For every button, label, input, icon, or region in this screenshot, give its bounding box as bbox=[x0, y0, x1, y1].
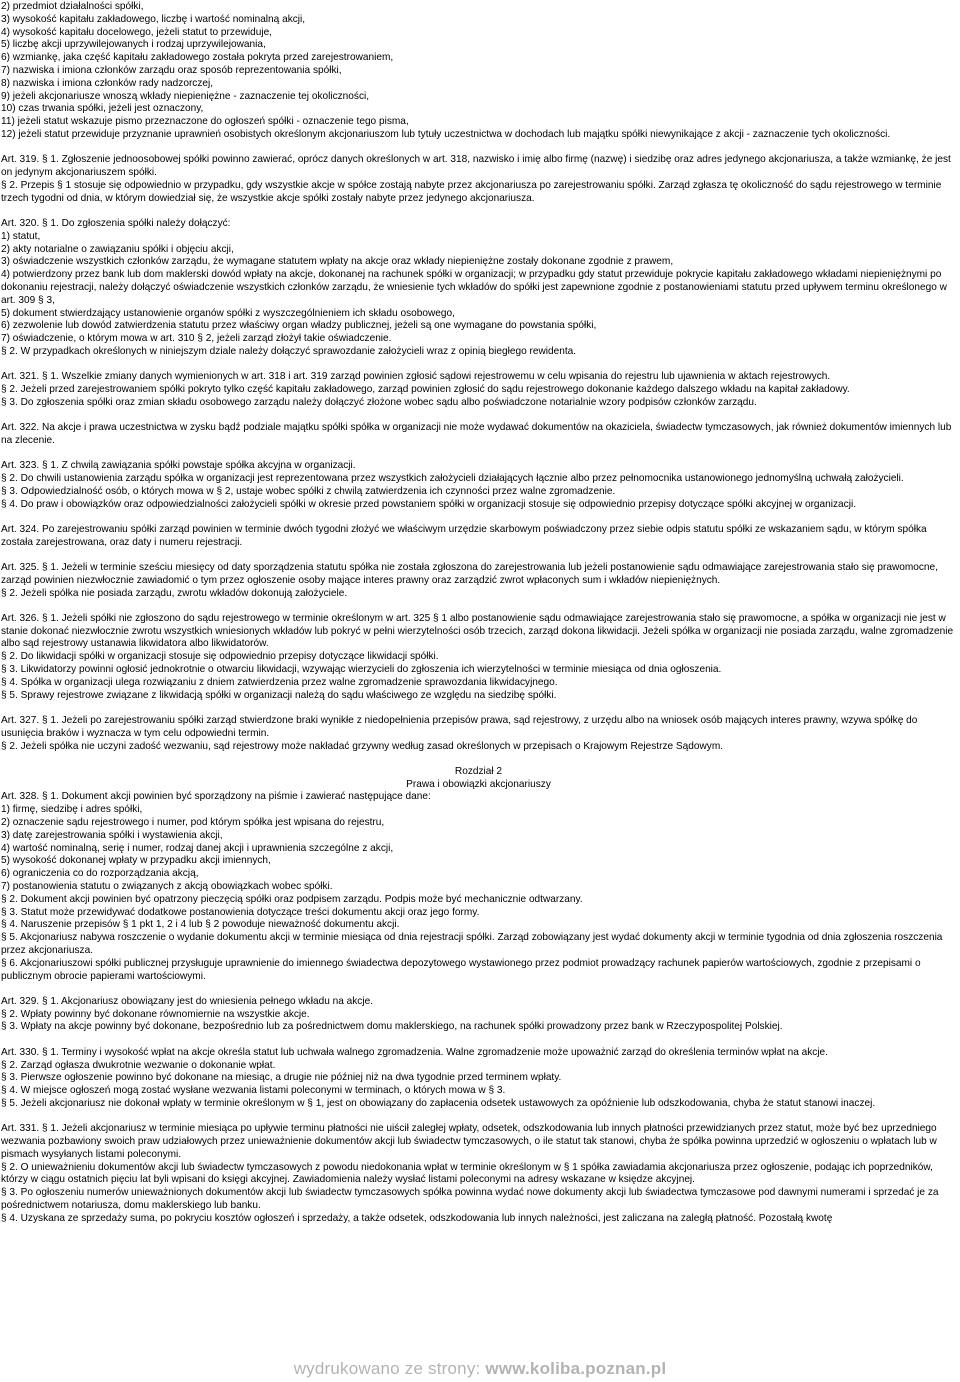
paragraph: 12) jeżeli statut przewiduje przyznanie uprawnień osobistych określonym akcjonariuszom lub tytuły uczestnictwa w dochodach lub majątku spółki niewynikające z akcji - zaznaczenie tych okoliczności. bbox=[1, 128, 891, 140]
paragraph: 3) datę zarejestrowania spółki i wystawienia akcji, bbox=[1, 829, 223, 841]
chapter-heading bbox=[1, 766, 956, 792]
paragraph: § 4. W miejsce ogłoszeń mogą zostać wysłane wezwania listami poleconymi w terminach, o których mowa w § 3. bbox=[1, 1085, 506, 1097]
paragraph: § 2. O unieważnieniu dokumentów akcji lub świadectw tymczasowych z powodu niedokonania wpłat w terminie określonym w § 1 spółka zawiadamia akcjonariusza przez ogłoszenie, podając ich poprzedników, którzy w ciągu ostatnich pięciu lat byli wpisani do księgi akcyjnej. Zawiadomienia należy wysłać listami poleconymi na adresy wskazane w księdze akcyjnej. bbox=[1, 1161, 933, 1186]
paragraph: § 4. Uzyskana ze sprzedaży suma, po pokryciu kosztów ogłoszeń i sprzedaży, a także odsetek, odszkodowania lub innych należności, jest zaliczana na zaległą płatność. Pozostałą kwotę bbox=[1, 1212, 833, 1224]
paragraph: 1) firmę, siedzibę i adres spółki, bbox=[1, 804, 143, 816]
print-source-footer bbox=[0, 1359, 960, 1379]
paragraph: § 2. Do likwidacji spółki w organizacji stosuje się odpowiednio przepisy dotyczące likwidacji spółki. bbox=[1, 651, 439, 663]
paragraph: § 3. Po ogłoszeniu numerów unieważnionych dokumentów akcji lub świadectw tymczasowych spółka powinna wydać nowe dokumenty akcji lub świadectwa tymczasowe pod dawnymi numerami i sprzedać je za pośrednictwem notariusza, domu maklerskiego lub banku. bbox=[1, 1187, 939, 1212]
paragraph: § 4. Naruszenie przepisów § 1 pkt 1, 2 i 4 lub § 2 powoduje nieważność dokumentu akcji. bbox=[1, 919, 400, 931]
paragraph: 7) nazwiska i imiona członków zarządu oraz sposób reprezentowania spółki, bbox=[1, 64, 342, 76]
paragraph: 6) zezwolenie lub dowód zatwierdzenia statutu przez właściwy organ władzy publicznej, jeżeli są one wymagane do powstania spółki, bbox=[1, 320, 597, 332]
paragraph: Art. 331. § 1. Jeżeli akcjonariusz w terminie miesiąca po upływie terminu płatności nie uiścił zaległej wpłaty, odsetek, odszkodowania lub innych płatności przewidzianych przez statut, może być bez uprzedniego wezwania pozbawiony swoich praw udziałowych przez unieważnienie dokumentów akcji lub świadectw tymczasowych, o ile statut tak stanowi, chyba że spółka powinna uprzedzić w ogłoszeniu o wpłatach lub w pismach wysyłanych listami poleconymi. bbox=[1, 1123, 937, 1160]
paragraph: § 2. Dokument akcji powinien być opatrzony pieczęcią spółki oraz podpisem zarządu. Podpis może być mechanicznie odtwarzany. bbox=[1, 893, 583, 905]
article-block bbox=[1, 422, 956, 448]
document-body-part-1 bbox=[1, 1, 956, 753]
paragraph: § 3. Odpowiedzialność osób, o których mowa w § 2, ustaje wobec spółki z chwilą zatwierdzenia ich czynności przez walne zgromadzenie. bbox=[1, 485, 616, 497]
article-block bbox=[1, 613, 956, 703]
paragraph: Art. 319. § 1. Zgłoszenie jednoosobowej spółki powinno zawierać, oprócz danych określonych w art. 318, nazwisko i imię albo firmę (nazwę) i siedzibę oraz adres jedynego akcjonariusza, a także wzmiankę, że jest on jedynym akcjonariuszem spółki. bbox=[1, 154, 951, 179]
paragraph: 3) wysokość kapitału zakładowego, liczbę i wartość nominalną akcji, bbox=[1, 13, 306, 25]
paragraph: § 3. Pierwsze ogłoszenie powinno być dokonane na miesiąc, a drugie nie później niż na dwa tygodnie przed terminem wpłaty. bbox=[1, 1072, 562, 1084]
paragraph: 9) jeżeli akcjonariusze wnoszą wkłady niepieniężne - zaznaczenie tej okoliczności, bbox=[1, 90, 370, 102]
paragraph: 1) statut, bbox=[1, 230, 41, 242]
paragraph: Art. 324. Po zarejestrowaniu spółki zarząd powinien w terminie dwóch tygodni złożyć we właściwym urzędzie skarbowym poświadczony przez siebie odpis statutu spółki ze wskazaniem sądu, w którym spółka została zarejestrowana, oraz daty i numeru rejestracji. bbox=[1, 523, 927, 548]
article-block bbox=[1, 1047, 956, 1111]
paragraph: § 2. Do chwili ustanowienia zarządu spółka w organizacji jest reprezentowana przez wszystkich założycieli działających łącznie albo przez pełnomocnika ustanowionego jednomyślną uchwałą założycieli. bbox=[1, 473, 904, 484]
paragraph: § 2. Jeżeli przed zarejestrowaniem spółki pokryto tylko część kapitału zakładowego, zarząd powinien zgłosić do sądu rejestrowego dokonanie każdego dalszego wkładu na kapitał zakładowy. bbox=[1, 384, 850, 396]
article-block bbox=[1, 1, 956, 142]
paragraph: § 2. Jeżeli spółka nie uczyni zadość wezwaniu, sąd rejestrowy może nakładać grzywny według zasad określonych w przepisach o Krajowym Rejestrze Sądowym. bbox=[1, 740, 724, 752]
paragraph: 11) jeżeli statut wskazuje pismo przeznaczone do ogłoszeń spółki - oznaczenie tego pisma, bbox=[1, 116, 409, 128]
paragraph: 10) czas trwania spółki, jeżeli jest oznaczony, bbox=[1, 103, 204, 115]
paragraph: § 2. Przepis § 1 stosuje się odpowiednio w przypadku, gdy wszystkie akcje w spółce zostają nabyte przez akcjonariusza po zarejestrowaniu spółki. Zarząd zgłasza tę okoliczność do sądu rejestrowego w terminie trzech tygodni od dnia, w którym dowiedział się, że wszystkie akcje spółki zostały nabyte przez jedynego akcjonariusza. bbox=[1, 179, 942, 204]
paragraph: 2) oznaczenie sądu rejestrowego i numer, pod którym spółka jest wpisana do rejestru, bbox=[1, 817, 385, 829]
paragraph: Art. 330. § 1. Terminy i wysokość wpłat na akcje określa statut lub uchwała walnego zgromadzenia. Walne zgromadzenie może upoważnić zarząd do określenia terminów wpłat na akcje. bbox=[1, 1046, 828, 1058]
paragraph: Art. 327. § 1. Jeżeli po zarejestrowaniu spółki zarząd stwierdzone braki wynikłe z niedopełnienia przepisów prawa, sąd rejestrowy, z urzędu albo na wniosek osób mających interes prawny, wzywa spółkę do usunięcia braków i wyznacza w tym celu odpowiedni termin. bbox=[1, 714, 918, 739]
paragraph: 8) nazwiska i imiona członków rady nadzorczej, bbox=[1, 77, 214, 89]
paragraph: § 3. Statut może przewidywać dodatkowe postanowienia dotyczące treści dokumentu akcji oraz jego formy. bbox=[1, 906, 480, 918]
paragraph: 2) przedmiot działalności spółki, bbox=[1, 1, 144, 12]
paragraph: Art. 320. § 1. Do zgłoszenia spółki należy dołączyć: bbox=[1, 217, 231, 229]
paragraph: 6) wzmiankę, jaka część kapitału zakładowego została pokryta przed zarejestrowaniem, bbox=[1, 52, 394, 64]
paragraph: 5) wysokość dokonanej wpłaty w przypadku akcji imiennych, bbox=[1, 855, 271, 867]
paragraph: § 2. W przypadkach określonych w niniejszym dziale należy dołączyć sprawozdanie założycieli wraz z opinią biegłego rewidenta. bbox=[1, 345, 577, 357]
paragraph: 3) oświadczenie wszystkich członków zarządu, że wymagane statutem wpłaty na akcje oraz wkłady niepieniężne zostały dokonane zgodnie z prawem, bbox=[1, 256, 674, 268]
article-block bbox=[1, 996, 956, 1034]
paragraph: 4) wysokość kapitału docelowego, jeżeli statut to przewiduje, bbox=[1, 26, 272, 38]
footer-prefix: wydrukowano ze strony: bbox=[293, 1359, 486, 1378]
paragraph: 4) potwierdzony przez bank lub dom maklerski dowód wpłaty na akcje, dokonanej na rachunek spółki w organizacji; w przypadku gdy statut przewiduje pokrycie kapitału zakładowego wkładami niepieniężnymi po dokonaniu rejestracji, należy dołączyć oświadczenie wszystkich członków zarządu, że wniesienie tych wkładów do spółki jest zapewnione zgodnie z postanowieniami statutu przed upływem terminu określonego w art. 309 § 3, bbox=[1, 269, 947, 306]
paragraph: § 5. Sprawy rejestrowe związane z likwidacją spółki w organizacji należą do sądu właściwego ze względu na siedzibę spółki. bbox=[1, 689, 557, 701]
chapter-number: Rozdział 2 bbox=[454, 765, 503, 777]
article-block bbox=[1, 562, 956, 600]
paragraph: Art. 323. § 1. Z chwilą zawiązania spółki powstaje spółka akcyjna w organizacji. bbox=[1, 460, 356, 472]
paragraph: 4) wartość nominalną, serię i numer, rodzaj danej akcji i uprawnienia szczególne z akcji, bbox=[1, 842, 394, 854]
article-block bbox=[1, 791, 956, 983]
footer-site[interactable]: www.koliba.poznan.pl bbox=[485, 1359, 667, 1378]
paragraph: 2) akty notarialne o zawiązaniu spółki i objęciu akcji, bbox=[1, 243, 234, 255]
paragraph: § 5. Akcjonariusz nabywa roszczenie o wydanie dokumentu akcji w terminie miesiąca od dnia rejestracji spółki. Zarząd zobowiązany jest wydać dokumenty akcji w terminie tygodnia od dnia zgłoszenia roszczenia przez akcjonariusza. bbox=[1, 932, 943, 956]
paragraph: Art. 322. Na akcje i prawa uczestnictwa w zysku bądź podziale majątku spółki spółka w organizacji nie może wydawać dokumentów na okaziciela, świadectw tymczasowych, jak również dokumentów imiennych lub na zlecenie. bbox=[1, 422, 952, 446]
paragraph: § 2. Jeżeli spółka nie posiada zarządu, zwrotu wkładów dokonują założyciele. bbox=[1, 587, 348, 599]
article-block bbox=[1, 218, 956, 359]
paragraph: § 4. Do praw i obowiązków oraz odpowiedzialności założycieli spółki w okresie przed powstaniem spółki w organizacji stosuje się odpowiednio przepisy dotyczące spółki akcyjnej w organizacji. bbox=[1, 498, 857, 510]
paragraph: Art. 328. § 1. Dokument akcji powinien być sporządzony na piśmie i zawierać następujące dane: bbox=[1, 791, 431, 803]
paragraph: Art. 329. § 1. Akcjonariusz obowiązany jest do wniesienia pełnego wkładu na akcje. bbox=[1, 995, 374, 1007]
article-block bbox=[1, 1123, 956, 1225]
article-block bbox=[1, 460, 956, 511]
chapter-title: Prawa i obowiązki akcjonariuszy bbox=[406, 778, 551, 790]
paragraph: § 3. Wpłaty na akcje powinny być dokonane, bezpośrednio lub za pośrednictwem domu maklerskiego, na rachunek spółki prowadzony przez bank w Rzeczypospolitej Polskiej. bbox=[1, 1021, 783, 1033]
paragraph: 7) oświadczenie, o którym mowa w art. 310 § 2, jeżeli zarząd złożył takie oświadczenie. bbox=[1, 333, 392, 345]
paragraph: § 3. Likwidatorzy powinni ogłosić jednokrotnie o otwarciu likwidacji, wzywając wierzycieli do zgłoszenia ich wierzytelności w terminie miesiąca od dnia ogłoszenia. bbox=[1, 664, 722, 676]
paragraph: 5) dokument stwierdzający ustanowienie organów spółki z wyszczególnieniem ich składu osobowego, bbox=[1, 307, 455, 319]
paragraph: 7) postanowienia statutu o związanych z akcją obowiązkach wobec spółki. bbox=[1, 881, 333, 893]
paragraph: 5) liczbę akcji uprzywilejowanych i rodzaj uprzywilejowania, bbox=[1, 39, 266, 51]
paragraph: 6) ograniczenia co do rozporządzania akcją, bbox=[1, 868, 199, 880]
document-body-part-2 bbox=[1, 791, 956, 1225]
paragraph: Art. 326. § 1. Jeżeli spółki nie zgłoszono do sądu rejestrowego w terminie określonym w art. 325 § 1 albo postanowienie sądu odmawiające zarejestrowania stało się prawomocne, a spółka w organizacji nie jest w stanie dokonać niezwłocznie zwrotu wszystkich wniesionych wkładów lub pokryć w pełni wierzytelności osób trzecich, zarząd dokona likwidacji. Jeżeli spółka w organizacji nie posiada zarządu, walne zgromadzenie albo sąd rejestrowy ustanawia likwidatora albo likwidatorów. bbox=[1, 612, 954, 650]
paragraph: § 6. Akcjonariuszowi spółki publicznej przysługuje uprawnienie do imiennego świadectwa depozytowego wystawionego przez podmiot prowadzący rachunek papierów wartościowych, zgodnie z przepisami o publicznym obrocie papierami wartościowymi. bbox=[1, 957, 921, 982]
article-block bbox=[1, 524, 956, 550]
paragraph: § 2. Wpłaty powinny być dokonane równomiernie na wszystkie akcje. bbox=[1, 1008, 310, 1020]
paragraph: § 5. Jeżeli akcjonariusz nie dokonał wpłaty w terminie określonym w § 1, jest on obowiązany do zapłacenia odsetek ustawowych za opóźnienie lub odszkodowania, chyba że statut stanowi inaczej. bbox=[1, 1097, 876, 1109]
paragraph: § 2. Zarząd ogłasza dwukrotnie wezwanie o dokonanie wpłat. bbox=[1, 1059, 276, 1071]
article-block bbox=[1, 371, 956, 409]
article-block bbox=[1, 154, 956, 205]
paragraph: § 4. Spółka w organizacji ulega rozwiązaniu z dniem zatwierdzenia przez walne zgromadzenie sprawozdania likwidacyjnego. bbox=[1, 676, 558, 688]
article-block bbox=[1, 715, 956, 753]
paragraph: § 3. Do zgłoszenia spółki oraz zmian składu osobowego zarządu należy dołączyć złożone wobec sądu albo poświadczone notarialnie wzory podpisów członków zarządu. bbox=[1, 396, 757, 408]
paragraph: Art. 321. § 1. Wszelkie zmiany danych wymienionych w art. 318 i art. 319 zarząd powinien zgłosić sądowi rejestrowemu w celu wpisania do rejestru lub ujawnienia w aktach rejestrowych. bbox=[1, 371, 831, 383]
paragraph: Art. 325. § 1. Jeżeli w terminie sześciu miesięcy od daty sporządzenia statutu spółka nie została zgłoszona do zarejestrowania lub jeżeli postanowienie sądu odmawiające zarejestrowania stało się prawomocne, zarząd powinien niezwłocznie zawiadomić o tym przez ogłoszenie osoby mające interes prawny oraz zarządzić zwrot wpłaconych sum i wkładów niepieniężnych. bbox=[1, 561, 938, 586]
